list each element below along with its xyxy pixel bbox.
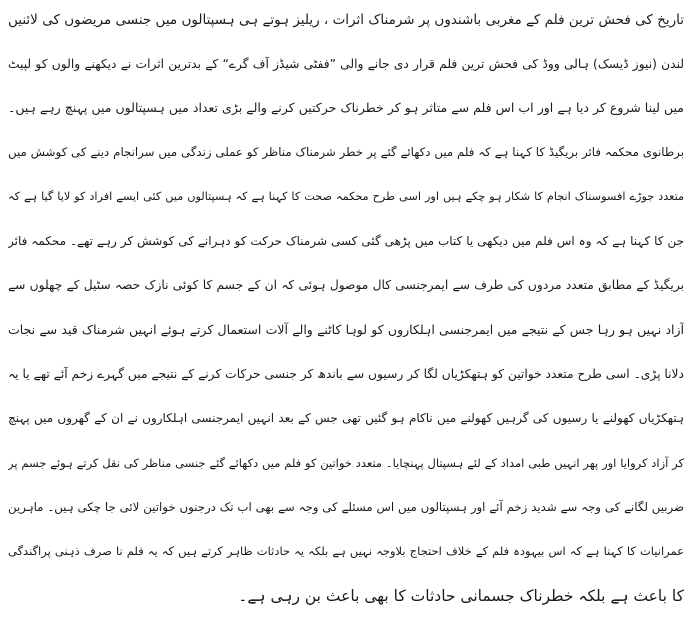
text-line: میں لینا شروع کر دیا ہے اور اب اس فلم سے متاثر ہو کر خطرناک حرکتیں کرنے والے بڑی تعداد میں ہسپتالوں میں پہنچ رہے ہیں۔	[8, 100, 684, 115]
text-line: کا باعث ہے بلکہ خطرناک جسمانی حادثات کا بھی باعث بن رہی ہے۔	[238, 587, 684, 605]
article-body	[0, 4, 692, 643]
text-line: برطانوی محکمہ فائر بریگیڈ کا کہنا ہے کہ فلم میں دکھائے گئے پر خطر شرمناک مناظر کو عملی زندگی میں سرانجام دینے کی کوشش میں	[8, 145, 684, 159]
text-line: جن کا کہنا ہے کہ وہ اس فلم میں دیکھی یا کتاب میں پڑھی گئی کسی شرمناک حرکت کو دہرانے کی کوشش کر رہے تھے۔ محکمہ فائر	[8, 234, 684, 248]
text-line: ضربیں لگانے کی وجہ سے شدید زخم آئے اور ہسپتالوں میں اس مسئلے کی وجہ سے بھی اب تک درجنوں خواتین لائی جا چکی ہیں۔ ماہرین	[8, 500, 684, 514]
text-line: عمرانیات کا کہنا ہے کہ اس بیہودہ فلم کے خلاف احتجاج بلاوجہ نہیں ہے بلکہ یہ حادثات ظاہر کرتے ہیں کہ یہ فلم نا صرف ذہنی پراگندگی	[8, 544, 684, 558]
text-line: ہتھکڑیاں کھولنے یا رسیوں کی گرہیں کھولنے میں ناکام ہو گئیں تھی جس کے بعد انہیں ایمرجنسی اہلکاروں نے ان کے گھروں میں پہنچ	[8, 411, 684, 425]
text-line: لندن (نیوز ڈیسک) ہالی ووڈ کی فحش ترین فلم قرار دی جانے والی ”ففٹی شیڈز آف گرے“ کے بدترین اثرات نے دیکھنے والوں کو لپیٹ	[8, 57, 684, 71]
text-line: دلانا پڑی۔ اسی طرح متعدد خواتین کو ہتھکڑیاں لگا کر رسیوں سے باندھ کر جنسی حرکات کرنے کے نتیجے میں گہرے زخم آئے تھے یا یہ	[8, 367, 684, 381]
text-line: آزاد نہیں ہو رہا جس کے نتیجے میں ایمرجنسی اہلکاروں کو لوہا کاٹنے والے آلات استعمال کرتے ہوئے انہیں شرمناک قید سے نجات	[8, 322, 684, 337]
text-line: متعدد جوڑے افسوسناک انجام کا شکار ہو چکے ہیں اور اسی طرح محکمہ صحت کا کہنا ہے کہ ہسپتالوں میں کئی ایسے افراد کو لایا گیا ہے کہ	[8, 190, 684, 203]
text-line: کر آزاد کروایا اور پھر انہیں طبی امداد کے لئے ہسپتال پہنچایا۔ متعدد خواتین کو فلم میں دکھائے گئے جنسی مناظر کی نقل کرتے ہوئے جسم پر	[8, 456, 684, 470]
headline: تاریخ کی فحش ترین فلم کے مغربی باشندوں پر شرمناک اثرات ، ریلیز ہوتے ہی ہسپتالوں میں جنسی مریضوں کی لائنیں	[8, 12, 684, 28]
text-line: بریگیڈ کے مطابق متعدد مردوں کی طرف سے ایمرجنسی کال موصول ہوئی کہ ان کے جسم کا کوئی نازک حصہ سٹیل کے چھلوں سے	[8, 278, 684, 292]
